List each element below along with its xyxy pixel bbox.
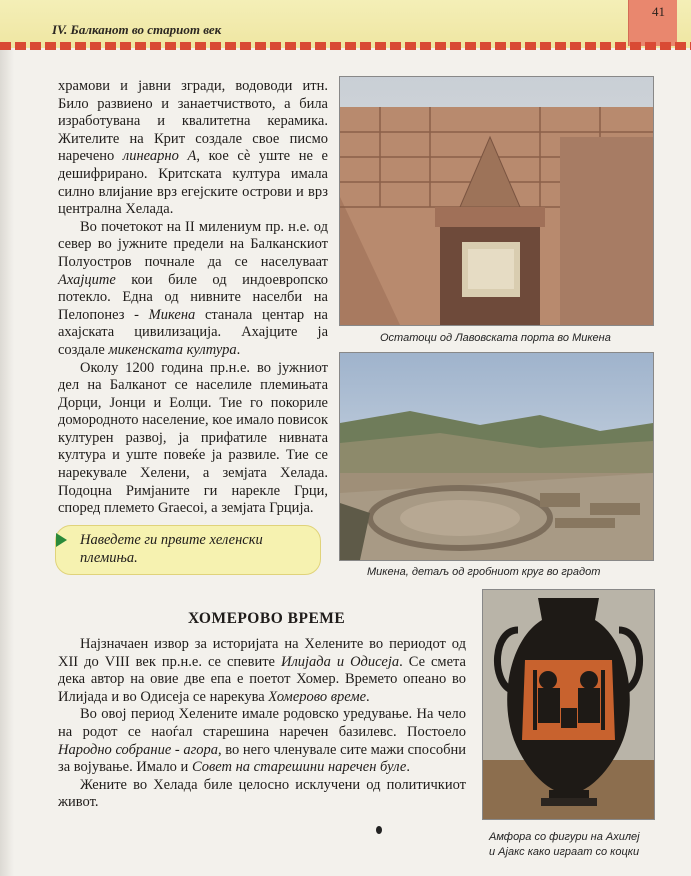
paragraph-text: станала центар на ахајската цивилизација. Ахајците ја создале xyxy=(58,306,328,358)
emphasis-mycenaean-culture: микенската култура xyxy=(108,341,237,358)
paragraph-women: Жените во Хелада биле целосно исклучени од политичкиот живот. xyxy=(58,776,466,811)
section-title: ХОМЕРОВО ВРЕМЕ xyxy=(188,610,346,627)
paragraph-text: . xyxy=(366,688,370,705)
amphora-illustration xyxy=(483,590,654,819)
emphasis-achaeans: Ахајците xyxy=(58,271,116,288)
paragraph-society xyxy=(58,706,466,776)
lion-gate-caption: Остатоци од Лавовската порта во Микена xyxy=(380,332,611,344)
paragraph-text: , кое сѐ уште не е дешифрирано. Критската култура имала силно влијание врз егејските острови и врз централна Хелада. xyxy=(58,148,328,218)
body-text-column-top xyxy=(58,78,328,518)
paragraph-crete xyxy=(58,78,328,219)
emphasis-agora: Народно собрание - агора xyxy=(58,741,219,758)
chapter-title: IV. Балканот во стариот век xyxy=(52,22,222,37)
paragraph-hellenes: Околу 1200 година пр.н.е. во јужниот дел на Балканот се населиле племињата Дорци, Јонци и Еолци. Тие го покориле домородното население, кое имало повисок културен развој, ја прифатиле нивната култура и уште повеќе ја развиле. Тие се нарекувале Хелени, а земјата Хелада. Подоцна Римјаните ги нарекле Грци, според племето Graecoi, а земјата Грција. xyxy=(58,359,328,517)
amphora-caption xyxy=(489,830,640,860)
paragraph-achaeans xyxy=(58,219,328,360)
arrow-icon xyxy=(56,533,67,547)
paragraph-text: Во почетокот на II милениум пр. н.е. од север во јужните предели на Балканскиот Полуостров почнале да се населуваат xyxy=(58,218,328,270)
paragraph-text: Најзначаен извор за историјата на Хелените во периодот од XII до VIII век пр.н.е. се спевите xyxy=(58,636,466,670)
header-dashed-border xyxy=(0,42,691,50)
lion-gate-photo xyxy=(339,76,654,326)
question-hint-box xyxy=(55,525,321,575)
paragraph-text: храмови и јавни згради, водоводи итн. Било развиено и занаетчиството, а била изработувана и квалитетна керамика. Жителите на Крит создале свое писмо наречено xyxy=(58,78,328,165)
amphora-photo xyxy=(482,589,655,820)
emphasis-mycenae: Микена xyxy=(148,306,196,323)
paragraph-homer xyxy=(58,636,466,706)
paragraph-text: Во овој период Хелените имале родовско уредување. На чело на родот се наоѓал старешина наречен базилевс. Постоело xyxy=(58,706,466,740)
emphasis-boule: Совет на старешини наречен буле xyxy=(191,759,407,776)
ink-spot xyxy=(376,826,382,834)
lion-gate-illustration xyxy=(340,77,653,325)
paragraph-text: , во него членувале сите мажи способни за војување. Имало и xyxy=(58,741,466,776)
emphasis-linear-a: линеарно А xyxy=(122,148,197,165)
amphora-caption-line-1: Амфора со фигури на Ахилеј xyxy=(489,831,640,843)
page-gutter-shadow xyxy=(0,48,14,876)
mycenae-photo xyxy=(339,352,654,561)
paragraph-text: кои биле од индоевропско потекло. Една од нивните населби на Пелопонез - xyxy=(58,271,328,323)
paragraph-text: . Се смета дека автор на овие две епа е поетот Хомер. Времето опеано во Илијада и во Одисеја се нарекува xyxy=(58,653,466,705)
emphasis-homeric-age: Хомерово време xyxy=(268,688,367,705)
paragraph-text: . xyxy=(236,341,241,358)
amphora-caption-line-2: и Ајакс како играат со коцки xyxy=(489,846,640,858)
body-text-section xyxy=(58,636,466,812)
page-number: 41 xyxy=(652,4,665,19)
paragraph-text: . xyxy=(406,759,410,776)
emphasis-iliad-odyssey: Илијада и Одисеја xyxy=(280,653,400,670)
mycenae-caption: Микена, детаљ од гробниот круг во градот xyxy=(367,566,601,578)
question-text: Наведете ги првите хеленски племиња. xyxy=(80,532,263,566)
mycenae-landscape-illustration xyxy=(340,353,653,560)
